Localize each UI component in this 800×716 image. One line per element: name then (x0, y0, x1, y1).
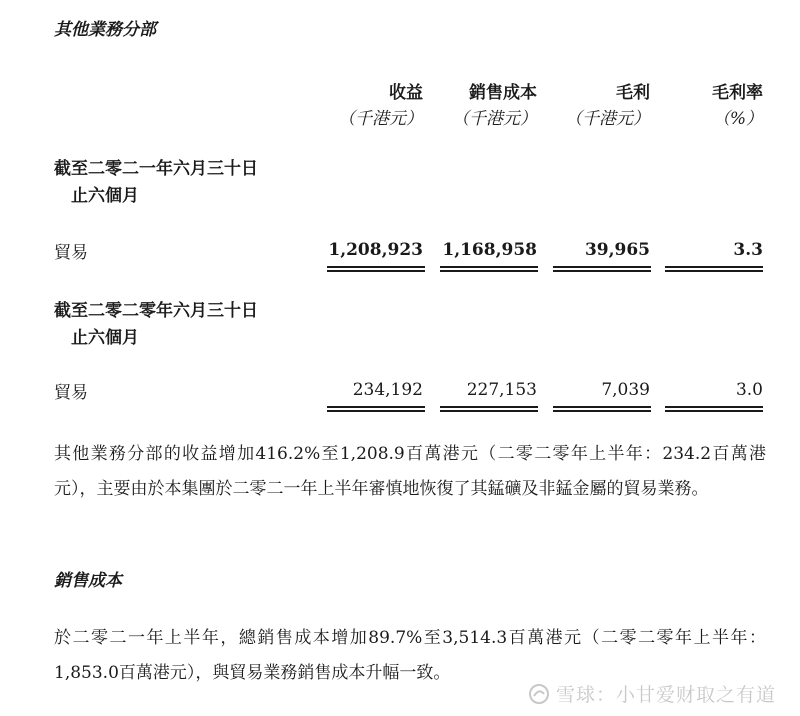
cell-gross-profit-2020: 7,039 (601, 380, 650, 400)
cell-gross-margin-2020: 3.0 (735, 380, 763, 400)
cell-gross-margin-2021: 3.3 (733, 240, 763, 260)
watermark (528, 680, 776, 707)
period-label-line1: 截至二零二零年六月三十日 (54, 301, 258, 321)
double-underline (553, 406, 651, 412)
double-underline (440, 406, 538, 412)
cell-cost-of-sales-2021: 1,168,958 (442, 240, 537, 260)
double-underline (327, 266, 425, 272)
row-label-trading-2020: 貿易 (54, 383, 88, 403)
period-label-2021 (54, 156, 258, 210)
double-underline (553, 266, 651, 272)
unit-gross-margin: （%） (712, 109, 763, 129)
cell-gross-profit-2021: 39,965 (584, 240, 650, 260)
cell-cost-of-sales-2020: 227,153 (466, 380, 537, 400)
double-underline (327, 406, 425, 412)
unit-revenue: （千港元） (338, 109, 423, 129)
period-label-line1: 截至二零二一年六月三十日 (54, 159, 258, 179)
header-revenue: 收益 (389, 83, 423, 103)
cell-revenue-2021: 1,208,923 (328, 240, 423, 260)
cell-revenue-2020: 234,192 (352, 380, 423, 400)
section-title-cost-of-sales: 銷售成本 (54, 571, 122, 591)
row-label-trading-2021: 貿易 (54, 243, 88, 263)
double-underline (665, 406, 763, 412)
header-gross-profit: 毛利 (616, 83, 650, 103)
period-label-line2: 止六個月 (71, 328, 139, 348)
paragraph-cost-of-sales: 於二零二一年上半年，總銷售成本增加89.7%至3,514.3百萬港元（二零二零年上半年：1,853.0百萬港元），與貿易業務銷售成本升幅一致。 (54, 628, 766, 683)
watermark-text: 雪球：小甘爱财取之有道 (555, 684, 776, 706)
snowball-logo-icon (528, 683, 550, 705)
double-underline (665, 266, 763, 272)
header-gross-margin: 毛利率 (712, 83, 763, 103)
unit-cost-of-sales: （千港元） (452, 109, 537, 129)
double-underline (440, 266, 538, 272)
paragraph-other-business-revenue: 其他業務分部的收益增加416.2%至1,208.9百萬港元（二零二零年上半年：234.2百萬港元），主要由於本集團於二零二一年上半年審慎地恢復了其錳礦及非錳金屬的貿易業務。 (54, 444, 766, 499)
unit-gross-profit: （千港元） (565, 109, 650, 129)
header-cost-of-sales: 銷售成本 (469, 83, 537, 103)
section-title-other-business: 其他業務分部 (54, 20, 156, 40)
period-label-2020 (54, 298, 258, 352)
period-label-line2: 止六個月 (71, 186, 139, 206)
